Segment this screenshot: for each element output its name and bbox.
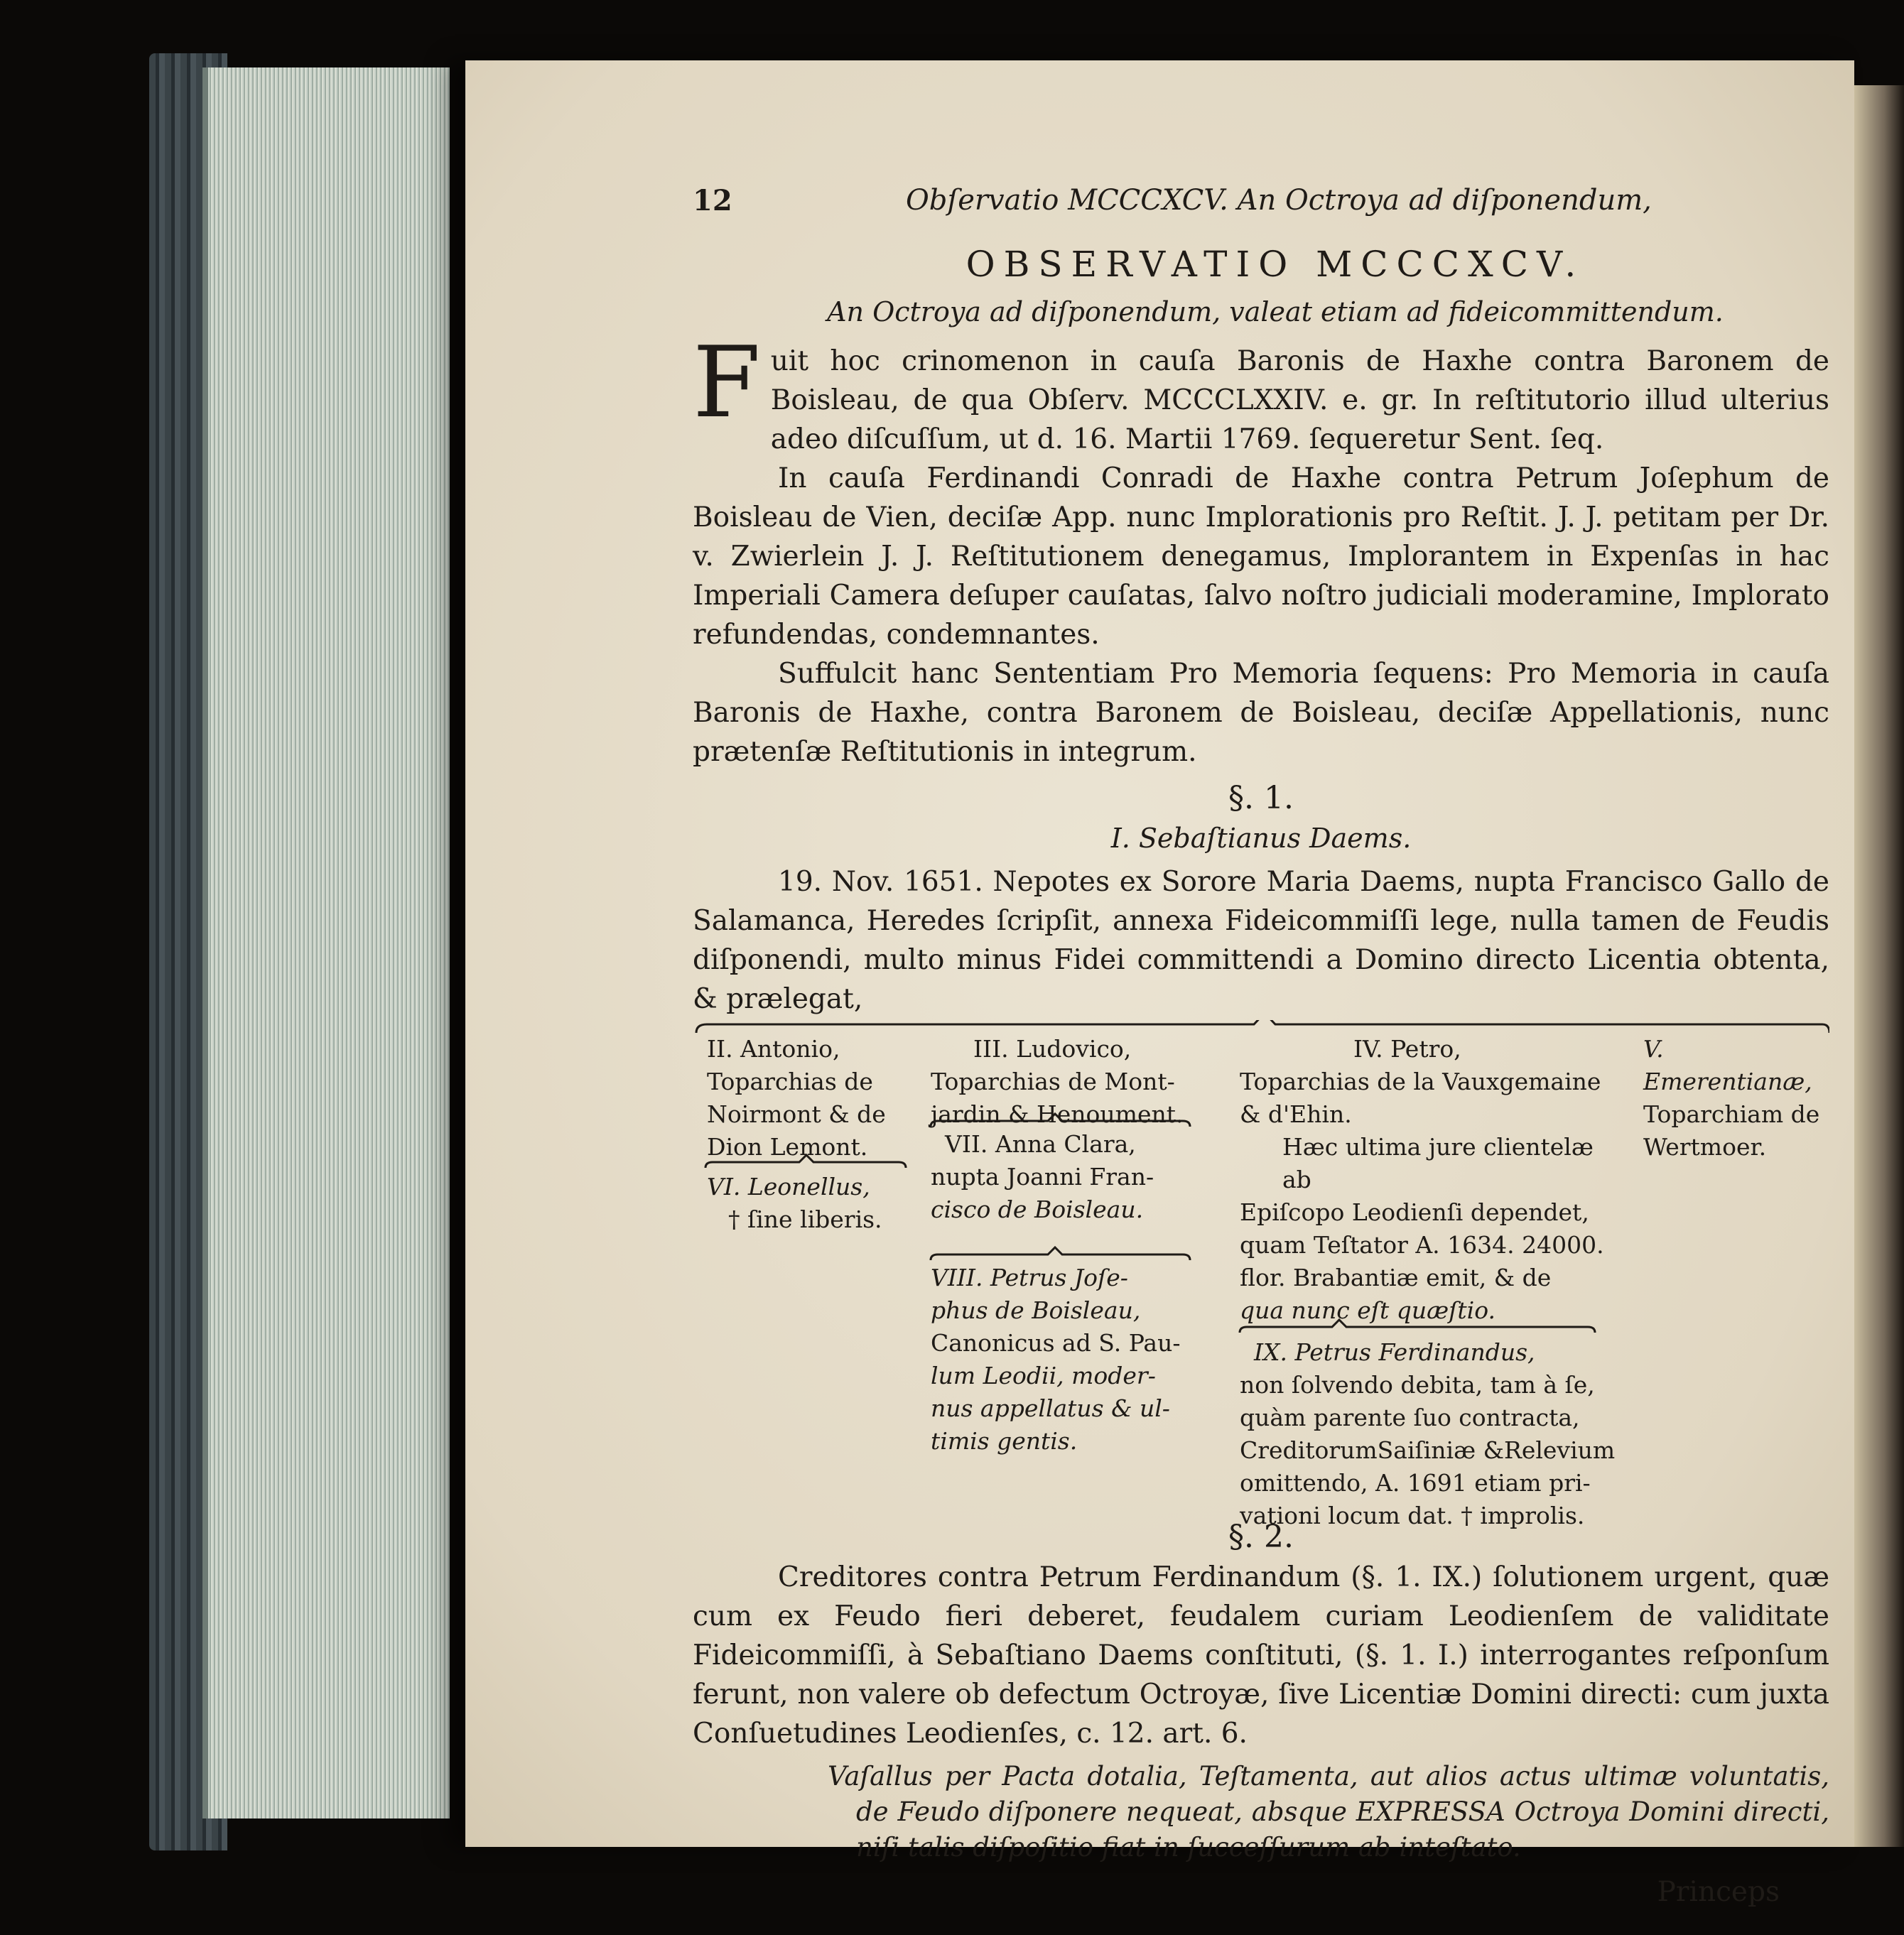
node-ludovico-desc-1: Toparchias de Mont- — [931, 1068, 1175, 1095]
page-number: 12 — [693, 184, 732, 217]
node-antonio-desc-2: Noirmont & de — [707, 1100, 886, 1128]
section-2-quote: Vaſallus per Pacta dotalia, Teſtamenta, aut alios actus ultimæ voluntatis, de Feudo diſponere nequeat, absque EXPRESSA Octroya Domini directi, niſi talis diſpoſitio fiat in ſucceſſurum ab inteſtato. — [828, 1761, 1829, 1863]
node-petrus-ferdinandus-desc-3: CreditorumSaiſiniæ &Relevium — [1240, 1436, 1616, 1464]
catchword: Princeps — [1657, 1876, 1780, 1908]
node-petro-note-3: quam Teſtator A. 1634. 24000. — [1240, 1231, 1604, 1259]
page-content — [693, 181, 1829, 1912]
running-title: Obſervatio MCCCXCV. An Octroya ad diſponendum, — [906, 184, 1652, 217]
observation-title: OBSERVATIO MCCCXCV. — [965, 244, 1585, 285]
node-emerentiana — [1643, 1033, 1829, 1164]
section-1-heading: I. Sebaſtianus Daems. — [1110, 823, 1412, 854]
node-leonellus-name: VI. Leonellus, — [707, 1173, 870, 1200]
node-petrus-josephus-line-1: VIII. Petrus Joſe- — [931, 1264, 1128, 1291]
page-block-edges — [202, 67, 450, 1819]
node-petro-note-5: qua nunc eſt quæſtio. — [1240, 1296, 1495, 1324]
node-petrus-ferdinandus-desc-2: quàm parente ſuo contracta, — [1240, 1404, 1580, 1431]
genealogy-tree — [693, 1020, 1829, 1529]
node-petro-desc-2: & d'Ehin. — [1240, 1100, 1352, 1128]
section-1-mark: §. 1. — [1228, 780, 1294, 816]
node-anna-clara — [931, 1128, 1201, 1226]
node-ludovico — [931, 1033, 1201, 1131]
node-petrus-josephus-line-4: lum Leodii, moder- — [931, 1362, 1156, 1389]
node-antonio-name: II. Antonio, — [707, 1035, 840, 1063]
top-bracket — [696, 1020, 1829, 1033]
node-ludovico-name: III. Ludovico, — [973, 1035, 1132, 1063]
node-petrus-josephus-line-5: nus appellatus & ul- — [931, 1394, 1170, 1422]
node-petrus-josephus-line-3: Canonicus ad S. Pau- — [931, 1329, 1181, 1357]
paragraph-2: In cauſa Ferdinandi Conradi de Haxhe contra Petrum Joſephum de Boisleau de Vien, deciſæ App. nunc Implorationis pro Reſtit. J. J. petitam per Dr. v. Zwierlein J. J. Reſtitutionem denegamus, Implorantem in Expenſas in hac Imperiali Camera deſuper cauſatas, ſalvo noſtro judiciali moderamine, Implorato refundendas, condemnantes. — [693, 462, 1829, 651]
observation-subtitle: An Octroya ad diſponendum, valeat etiam ad fideicommittendum. — [827, 296, 1724, 327]
node-petro-desc-1: Toparchias de la Vauxgemaine — [1240, 1068, 1601, 1095]
node-petro — [1240, 1033, 1623, 1327]
node-petro-name: IV. Petro, — [1353, 1035, 1461, 1063]
node-petrus-ferdinandus-desc-5: vationi locum dat. † improlis. — [1240, 1502, 1585, 1529]
node-petro-note-4: flor. Brabantiæ emit, & de — [1240, 1264, 1552, 1291]
running-head — [693, 181, 1829, 225]
node-anna-clara-name: VII. Anna Clara, — [945, 1130, 1136, 1158]
node-petrus-ferdinandus — [1240, 1336, 1623, 1532]
node-ludovico-desc-2: jardin & Henoument. — [931, 1100, 1184, 1128]
paragraph-1-text: uit hoc crinomenon in cauſa Baronis de Haxhe contra Baronem de Boisleau, de qua Obſerv. MCCCLXXIV. e. gr. In reſtitutorio illud ulterius adeo diſcuſſum, ut d. 16. Martii 1769. ſequeretur Sent. ſeq. — [770, 345, 1829, 455]
section-2-mark: §. 2. — [1228, 1519, 1294, 1555]
node-antonio — [707, 1033, 920, 1164]
node-emerentiana-desc-1: Toparchiam de — [1643, 1100, 1820, 1128]
section-1-paragraph: 19. Nov. 1651. Nepotes ex Sorore Maria Daems, nupta Francisco Gallo de Salamanca, Heredes ſcripſit, annexa Fideicommiſſi lege, nulla tamen de Feudis diſponendi, multo minus Fidei committendi a Domino directo Licentia obtenta, & prælegat, — [693, 866, 1829, 1015]
node-emerentiana-name: V. Emerentianæ, — [1643, 1035, 1812, 1095]
node-petrus-ferdinandus-desc-4: omittendo, A. 1691 etiam pri- — [1240, 1469, 1591, 1497]
facing-page-edge — [1854, 85, 1904, 1847]
paragraph-3: Suffulcit hanc Sententiam Pro Memoria ſequens: Pro Memoria in cauſa Baronis de Haxhe, contra Baronem de Boisleau, deciſæ Appellationis, nunc prætenſæ Reſtitutionis in integrum. — [693, 658, 1829, 768]
section-2-paragraph: Creditores contra Petrum Ferdinandum (§. 1. IX.) ſolutionem urgent, quæ cum ex Feudo fieri deberet, feudalem curiam Leodienſem de validitate Fideicommiſſi, à Sebaſtiano Daems conſtituti, (§. 1. I.) interrogantes reſponſum ferunt, non valere ob defectum Octroyæ, ſive Licentiæ Domini directi: cum juxta Conſuetudines Leodienſes, c. 12. art. 6. — [693, 1561, 1829, 1750]
node-antonio-desc-3: Dion Lemont. — [707, 1133, 868, 1161]
node-petrus-josephus — [931, 1262, 1201, 1458]
paragraph-1 — [693, 325, 1829, 459]
node-leonellus-desc: † ſine liberis. — [728, 1205, 882, 1233]
node-leonellus — [707, 1171, 920, 1236]
node-petrus-josephus-line-2: phus de Boisleau, — [931, 1296, 1141, 1324]
node-emerentiana-desc-2: Wertmoer. — [1643, 1133, 1767, 1161]
node-petrus-josephus-line-6: timis gentis. — [931, 1427, 1078, 1455]
node-antonio-desc-1: Toparchias de — [707, 1068, 873, 1095]
node-petrus-ferdinandus-name: IX. Petrus Ferdinandus, — [1254, 1338, 1535, 1366]
node-anna-clara-desc-2: cisco de Boisleau. — [931, 1196, 1144, 1223]
node-petro-note-2: Epiſcopo Leodienſi dependet, — [1240, 1198, 1589, 1226]
bracket-anna — [931, 1247, 1190, 1260]
node-anna-clara-desc-1: nupta Joanni Fran- — [931, 1163, 1154, 1191]
drop-cap: F — [693, 325, 761, 440]
node-petro-note-1: Hæc ultima jure clientelæ ab — [1282, 1133, 1594, 1193]
node-petrus-ferdinandus-desc-1: non ſolvendo debita, tam à ſe, — [1240, 1371, 1595, 1399]
